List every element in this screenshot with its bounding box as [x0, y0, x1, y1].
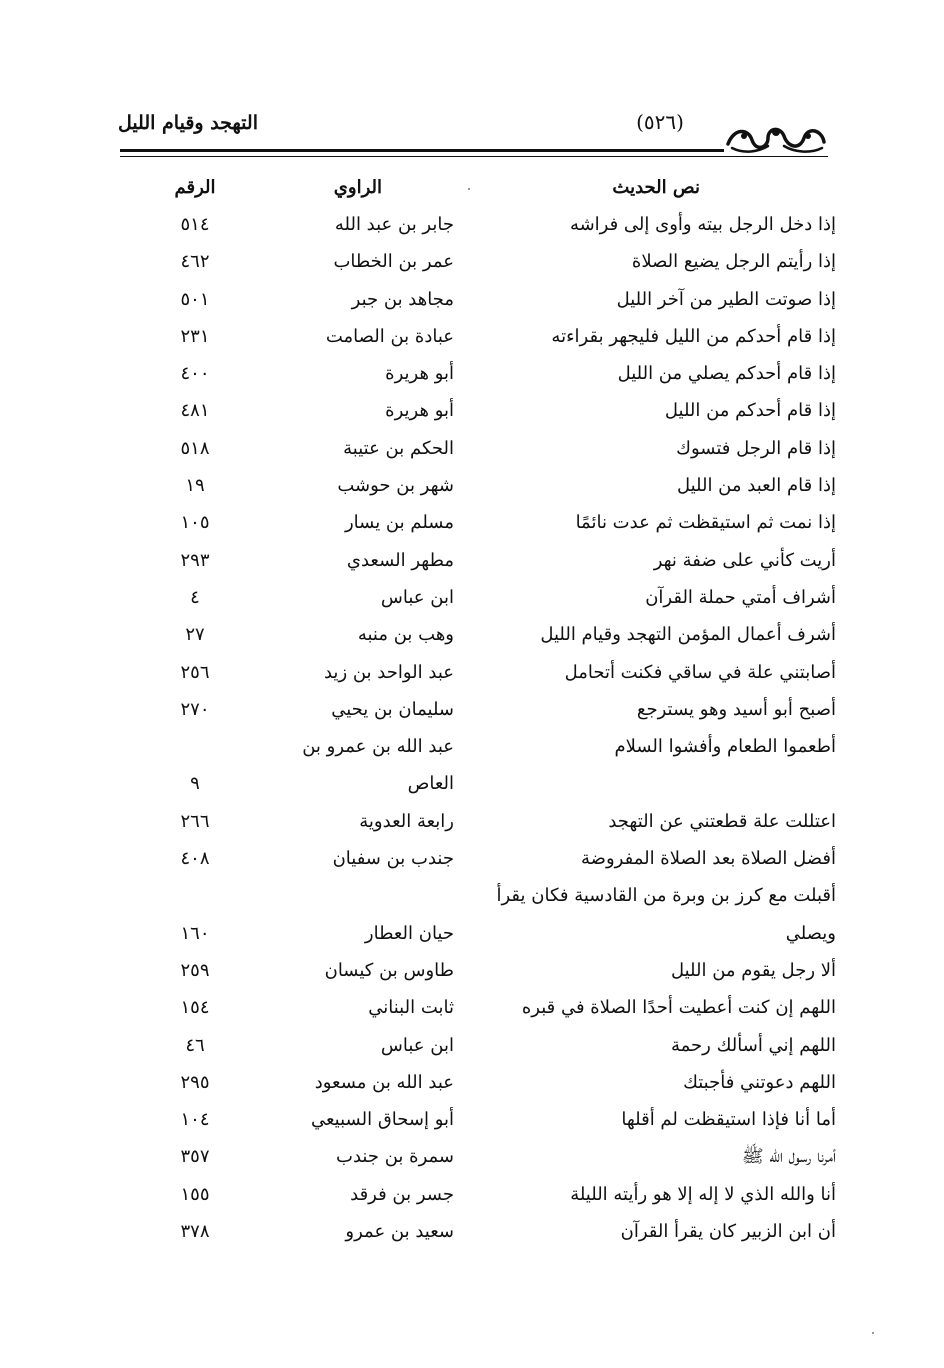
hadith-number: ٥١٤ — [180, 214, 210, 235]
narrator-name: أبو إسحاق السبيعي — [311, 1109, 454, 1131]
narrator-name: مطهر السعدي — [346, 549, 454, 571]
index-row — [0, 991, 944, 1028]
narrator-name: العاص — [407, 773, 454, 795]
narrator-name: سليمان بن يحيي — [331, 698, 454, 720]
hadith-text: إذا قام أحدكم من الليل — [664, 400, 836, 422]
narrator-name: عبد الواحد بن زيد — [323, 661, 454, 683]
index-row — [0, 917, 944, 954]
hadith-number: ١٦٠ — [180, 922, 210, 944]
hadith-number: ٤٠٨ — [180, 848, 210, 870]
hadith-text: أفضل الصلاة بعد الصلاة المفروضة — [581, 848, 836, 870]
hadith-text: اللهم إن كنت أعطيت أحدًا الصلاة في قبره — [521, 997, 836, 1019]
narrator-name: عمر بن الخطاب — [333, 251, 454, 273]
index-row — [0, 767, 944, 804]
index-row — [0, 1029, 944, 1066]
index-row — [0, 1103, 944, 1140]
column-header-narrator: الراوي — [333, 177, 382, 198]
index-row — [0, 357, 944, 394]
hadith-text: اللهم دعوتني فأجبتك — [683, 1071, 836, 1093]
narrator-name: عبد الله بن عمرو بن — [302, 736, 454, 758]
hadith-number: ٤٦٢ — [180, 251, 210, 273]
index-row — [0, 805, 944, 842]
narrator-name: طاوس بن كيسان — [324, 959, 454, 981]
hadith-text: إذا دخل الرجل بيته وأوى إلى فراشه — [569, 214, 836, 235]
hadith-text: ألا رجل يقوم من الليل — [670, 959, 836, 981]
hadith-text: إذا قام العبد من الليل — [676, 475, 836, 497]
index-row — [0, 469, 944, 506]
hadith-text: أنا والله الذي لا إله إلا هو رأيته الليلة — [570, 1183, 836, 1205]
hadith-number: ٢٣١ — [180, 325, 210, 347]
index-row — [0, 245, 944, 282]
narrator-name: عبد الله بن مسعود — [314, 1071, 454, 1093]
narrator-name: ثابت البناني — [368, 997, 454, 1019]
narrator-name: سعيد بن عمرو — [345, 1221, 454, 1243]
header-rule-thin — [120, 156, 828, 157]
narrator-name: حيان العطار — [364, 922, 454, 944]
index-row — [0, 581, 944, 618]
hadith-text: إذا قام أحدكم من الليل فليجهر بقراءته — [551, 325, 836, 347]
hadith-text: إذا رأيتم الرجل يضيع الصلاة — [631, 251, 836, 273]
hadith-number: ١٩ — [185, 475, 205, 497]
hadith-number: ٣٧٨ — [180, 1221, 210, 1243]
hadith-number: ٢٥٩ — [180, 959, 210, 981]
book-title: التهجد وقيام الليل — [117, 112, 258, 134]
narrator-name: جسر بن فرقد — [350, 1183, 454, 1205]
index-row — [0, 693, 944, 730]
column-header-number: الرقم — [174, 177, 216, 198]
narrator-name: جابر بن عبد الله — [334, 214, 454, 235]
hadith-number: ٢٥٦ — [180, 661, 210, 683]
page-number: (٥٢٦) — [636, 110, 684, 134]
hadith-number: ٣٥٧ — [180, 1146, 210, 1168]
index-row — [0, 842, 944, 879]
index-row — [0, 544, 944, 581]
hadith-number: ٢٧٠ — [180, 698, 210, 720]
hadith-number: ٤ — [190, 586, 200, 608]
hadith-number: ٢٩٥ — [180, 1071, 210, 1093]
hadith-number: ١٠٥ — [180, 512, 210, 534]
hadith-number: ١٠٤ — [180, 1109, 210, 1131]
hadith-number: ٥٠١ — [180, 288, 210, 310]
hadith-number: ٢٦٦ — [180, 810, 210, 832]
hadith-text: أما أنا فإذا استيقظت لم أقلها — [621, 1109, 836, 1131]
index-row — [0, 283, 944, 320]
scan-speck — [468, 188, 470, 190]
hadith-text: أمرنا رسول الله ﷺ — [741, 1146, 836, 1168]
narrator-name: مسلم بن يسار — [344, 512, 454, 534]
hadith-text: إذا قام الرجل فتسوك — [676, 437, 836, 459]
index-row — [0, 618, 944, 655]
narrator-name: أبو هريرة — [385, 363, 454, 385]
index-row — [0, 432, 944, 469]
column-header-hadith-text: نص الحديث — [612, 177, 700, 198]
narrator-name: الحكم بن عتيبة — [343, 437, 454, 459]
index-row — [0, 879, 944, 916]
index-row — [0, 730, 944, 767]
hadith-text: أشراف أمتي حملة القرآن — [645, 586, 836, 608]
hadith-text: ويصلي — [785, 922, 836, 944]
hadith-text: أشرف أعمال المؤمن التهجد وقيام الليل — [540, 624, 836, 646]
index-row — [0, 320, 944, 357]
narrator-name: ابن عباس — [380, 586, 454, 608]
index-row — [0, 656, 944, 693]
hadith-number: ٢٧ — [185, 624, 205, 646]
hadith-text: أريت كأني على ضفة نهر — [653, 549, 836, 571]
hadith-text: أقبلت مع كرز بن وبرة من القادسية فكان يقرأ — [496, 885, 836, 907]
hadith-number: ٢٩٣ — [180, 549, 210, 571]
narrator-name: أبو هريرة — [385, 400, 454, 422]
hadith-number: ٥١٨ — [180, 437, 210, 459]
narrator-name: مجاهد بن جبر — [351, 288, 454, 310]
index-row — [0, 1215, 944, 1252]
index-row — [0, 954, 944, 991]
hadith-number: ١٥٤ — [180, 997, 210, 1019]
hadith-text: إذا نمت ثم استيقظت ثم عدت نائمًا — [575, 512, 836, 534]
hadith-text: أطعموا الطعام وأفشوا السلام — [614, 736, 836, 758]
scan-speck — [872, 1332, 874, 1334]
narrator-name: شهر بن حوشب — [337, 475, 454, 497]
hadith-number: ٤٠٠ — [180, 363, 210, 385]
index-row — [0, 394, 944, 431]
hadith-number: ٩ — [190, 773, 200, 795]
hadith-text: أن ابن الزبير كان يقرأ القرآن — [620, 1221, 836, 1243]
index-row — [0, 208, 944, 245]
hadith-number: ٤٦ — [185, 1034, 205, 1056]
hadith-text: اعتللت علة قطعتني عن التهجد — [608, 810, 836, 832]
narrator-name: ابن عباس — [380, 1034, 454, 1056]
hadith-text: اللهم إني أسألك رحمة — [671, 1034, 836, 1056]
hadith-text: أصابتني علة في ساقي فكنت أتحامل — [564, 661, 836, 683]
narrator-name: عبادة بن الصامت — [325, 325, 454, 347]
hadith-index-list — [0, 208, 944, 1252]
index-row — [0, 506, 944, 543]
narrator-name: سمرة بن جندب — [336, 1146, 454, 1168]
hadith-text: إذا قام أحدكم يصلي من الليل — [617, 363, 836, 385]
narrator-name: جندب بن سفيان — [332, 848, 454, 870]
ornament-icon — [724, 118, 828, 158]
index-row — [0, 1066, 944, 1103]
index-row — [0, 1178, 944, 1215]
narrator-name: وهب بن منبه — [357, 624, 454, 646]
index-row — [0, 1140, 944, 1177]
hadith-text: إذا صوتت الطير من آخر الليل — [616, 288, 836, 310]
hadith-number: ١٥٥ — [180, 1183, 210, 1205]
header-rule-thick — [120, 149, 724, 152]
hadith-text: أصبح أبو أسيد وهو يسترجع — [636, 698, 836, 720]
hadith-number: ٤٨١ — [180, 400, 210, 422]
narrator-name: رابعة العدوية — [359, 810, 454, 832]
